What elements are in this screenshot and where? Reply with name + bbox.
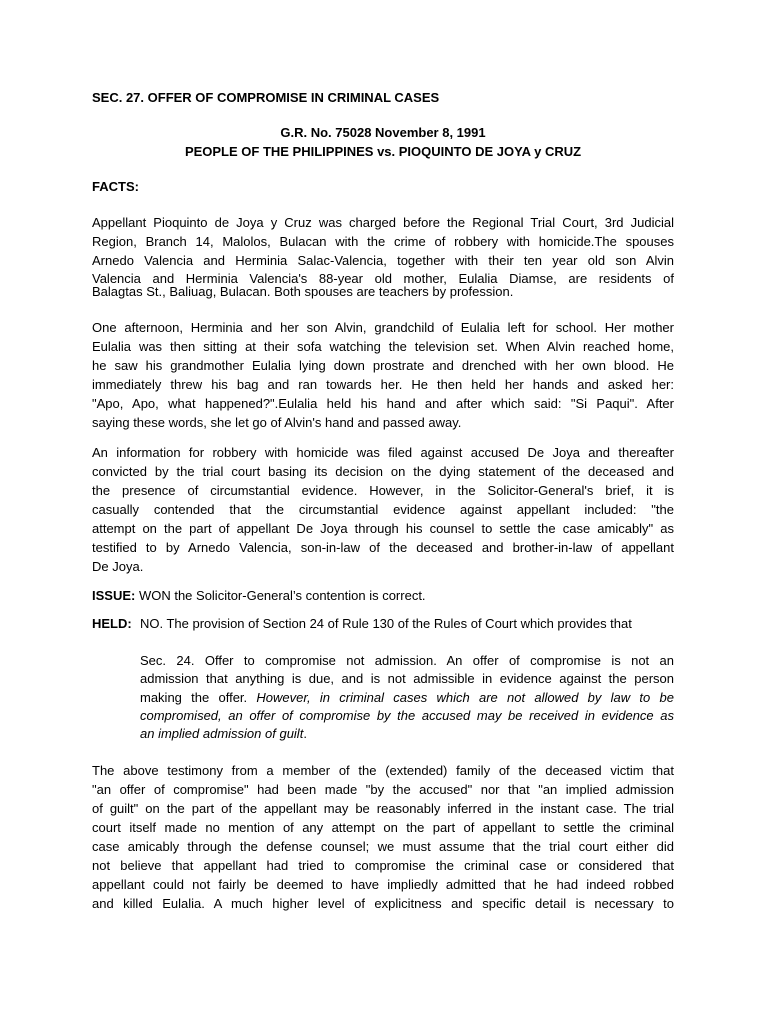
held-label: HELD: <box>92 616 132 631</box>
para4-line: court itself made no mention of any attempt on the part of appellant to settle the criminal <box>92 820 674 835</box>
para4-line: of guilt" on the part of the appellant may be reasonably inferred in the instant case. The trial <box>92 801 674 816</box>
para2-line: "Apo, Apo, what happened?".Eulalia held his hand and after which said: "Si Paqui". After <box>92 396 674 411</box>
held-line <box>92 614 674 633</box>
issue-line <box>92 586 674 605</box>
case-title: PEOPLE OF THE PHILIPPINES vs. PIOQUINTO DE JOYA y CRUZ <box>184 144 582 159</box>
issue-label: ISSUE: <box>92 588 136 603</box>
quote-line <box>140 724 674 743</box>
quote-line <box>140 688 674 707</box>
para1-line: Balagtas St., Baliuag, Bulacan. Both spouses are teachers by profession. <box>92 284 514 299</box>
facts-heading: FACTS: <box>92 179 139 194</box>
para2-line: Eulalia was then sitting at their sofa watching the television set. When Alvin reached home, <box>92 339 674 354</box>
para2-line: saying these words, she let go of Alvin's hand and passed away. <box>92 415 462 430</box>
quote-line: admission that anything is due, and is not admissible in evidence against the person <box>140 671 674 686</box>
para4-line: case amicably through the defense counsel; we must assume that the trial court either did <box>92 839 674 854</box>
para3-line: An information for robbery with homicide was filed against accused De Joya and thereafter <box>92 445 674 460</box>
para4-line: appellant could not fairly be deemed to have impliedly admitted that he had indeed robbed <box>92 877 674 892</box>
quote-plain: making the offer. <box>140 690 257 705</box>
para4-line: "an offer of compromise" had been made "by the accused" nor that "an implied admission <box>92 782 674 797</box>
para3-line: testified to by Arnedo Valencia, son-in-law of the deceased and brother-in-law of appellant <box>92 540 674 555</box>
para3-line: casually contended that the circumstantial evidence against appellant included: "the <box>92 502 674 517</box>
issue-text: WON the Solicitor-General’s contention is correct. <box>135 588 426 603</box>
para2-line: One afternoon, Herminia and her son Alvin, grandchild of Eulalia left for school. Her mother <box>92 320 674 335</box>
para4-line: and killed Eulalia. A much higher level of explicitness and specific detail is necessary to <box>92 896 674 911</box>
para1-line: Appellant Pioquinto de Joya y Cruz was charged before the Regional Trial Court, 3rd Judicial <box>92 215 674 230</box>
quote-plain: . <box>303 726 307 741</box>
case-number: G.R. No. 75028 November 8, 1991 <box>280 125 486 140</box>
held-text: NO. The provision of Section 24 of Rule 130 of the Rules of Court which provides that <box>140 616 632 631</box>
para1-line: Region, Branch 14, Malolos, Bulacan with the crime of robbery with homicide.The spouses <box>92 234 674 249</box>
para4-line: not believe that appellant had tried to compromise the criminal case or considered that <box>92 858 674 873</box>
para3-line: attempt on the part of appellant De Joya through his counsel to settle the case amicably" as <box>92 521 674 536</box>
para1-line: Arnedo Valencia and Herminia Salac-Valencia, together with their ten year old son Alvin <box>92 253 674 268</box>
para2-line: immediately threw his bag and ran towards her. He then held her hands and asked her: <box>92 377 674 392</box>
para3-line: De Joya. <box>92 559 144 574</box>
quote-italic: However, in criminal cases which are not allowed by law to be <box>256 690 674 705</box>
para3-line: convicted by the trial court basing its decision on the dying statement of the deceased and <box>92 464 674 479</box>
quote-line: Sec. 24. Offer to compromise not admission. An offer of compromise is not an <box>140 653 674 668</box>
quote-italic: an implied admission of guilt <box>140 726 304 741</box>
para1-line: Valencia and Herminia Valencia's 88-year old mother, Eulalia Diamse, are residents of <box>92 271 674 286</box>
para4-line: The above testimony from a member of the (extended) family of the deceased victim that <box>92 763 674 778</box>
section-title: SEC. 27. OFFER OF COMPROMISE IN CRIMINAL CASES <box>92 90 440 105</box>
quote-line: compromised, an offer of compromise by the accused may be received in evidence as <box>140 708 674 723</box>
para3-line: the presence of circumstantial evidence. However, in the Solicitor-General's brief, it is <box>92 483 674 498</box>
para2-line: he saw his grandmother Eulalia lying down prostrate and drenched with her own blood. He <box>92 358 674 373</box>
